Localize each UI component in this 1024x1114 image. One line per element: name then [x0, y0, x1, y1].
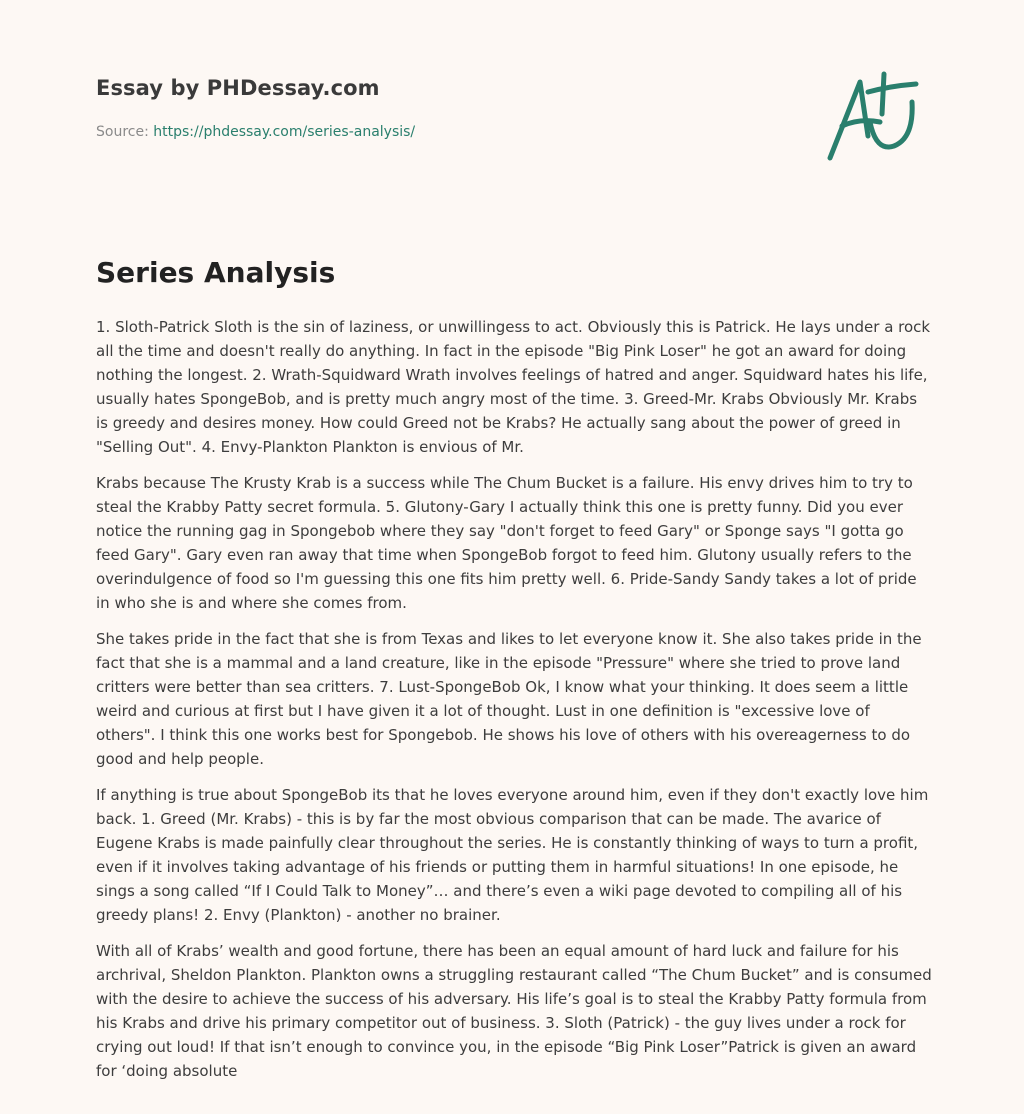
essay-paragraph: 1. Sloth-Patrick Sloth is the sin of laziness, or unwillingess to act. Obviously this is Patrick. He lays under a rock all the time and doesn't really do anything. In fact in the episode "Big Pink Loser" he got an award for doing nothing the longest. 2. Wrath-Squidward Wrath involves feelings of hatred and anger. Squidward hates his life, usually hates SpongeBob, and is pretty much angry most of the time. 3. Greed-Mr. Krabs Obviously Mr. Krabs is greedy and desires money. How could Greed not be Krabs? He actually sang about the power of greed in "Selling Out". 4. Envy-Plankton Plankton is envious of Mr. — [96, 318, 931, 456]
essay-paragraph: With all of Krabs’ wealth and good fortune, there has been an equal amount of hard luck and failure for his archrival, Sheldon Plankton. Plankton owns a struggling restaurant called “The Chum Bucket” and is consumed with the desire to achieve the success of his adversary. His life’s goal is to steal the Krabby Patty formula from his Krabs and drive his primary competitor out of business. 3. Sloth (Patrick) - the guy lives under a rock for crying out loud! If that isn’t enough to convince you, in the episode “Big Pink Loser”Patrick is given an award for ‘doing absolute — [96, 942, 932, 1080]
source-label: Source: — [96, 124, 149, 140]
site-title: Essay by PHDessay.com — [96, 76, 380, 100]
source-line — [96, 124, 928, 140]
essay-paragraph: She takes pride in the fact that she is from Texas and likes to let everyone know it. She also takes pride in the fact that she is a mammal and a land creature, like in the episode "Pressure" where she tried to prove land critters were better than sea critters. 7. Lust-SpongeBob Ok, I know what your thinking. It does seem a little weird and curious at first but I have given it a lot of thought. Lust in one definition is "excessive love of others". I think this one works best for Spongebob. He shows his love of others with his overeagerness to do good and help people. — [96, 630, 922, 768]
essay-title: Series Analysis — [96, 256, 336, 289]
source-link[interactable]: https://phdessay.com/series-analysis/ — [153, 124, 416, 140]
essay-paragraph: Krabs because The Krusty Krab is a success while The Chum Bucket is a failure. His envy drives him to try to steal the Krabby Patty secret formula. 5. Glutony-Gary I actually think this one is pretty funny. Did you ever notice the running gag in Spongebob where they say "don't forget to feed Gary" or Sponge says "I gotta go feed Gary". Gary even ran away that time when SpongeBob forgot to feed him. Glutony usually refers to the overindulgence of food so I'm guessing this one fits him pretty well. 6. Pride-Sandy Sandy takes a lot of pride in who she is and where she comes from. — [96, 474, 917, 612]
header — [96, 76, 928, 140]
essay-body — [96, 315, 932, 1095]
essay-paragraph: If anything is true about SpongeBob its that he loves everyone around him, even if they don't exactly love him back. 1. Greed (Mr. Krabs) - this is by far the most obvious comparison that can be made. The avarice of Eugene Krabs is made painfully clear throughout the series. He is constantly thinking of ways to turn a profit, even if it involves taking advantage of his friends or putting them in harmful situations! In one episode, he sings a song called “If I Could Talk to Money”… and there’s even a wiki page devoted to compiling all of his greedy plans! 2. Envy (Plankton) - another no brainer. — [96, 786, 929, 924]
a-plus-logo-icon — [820, 66, 930, 166]
